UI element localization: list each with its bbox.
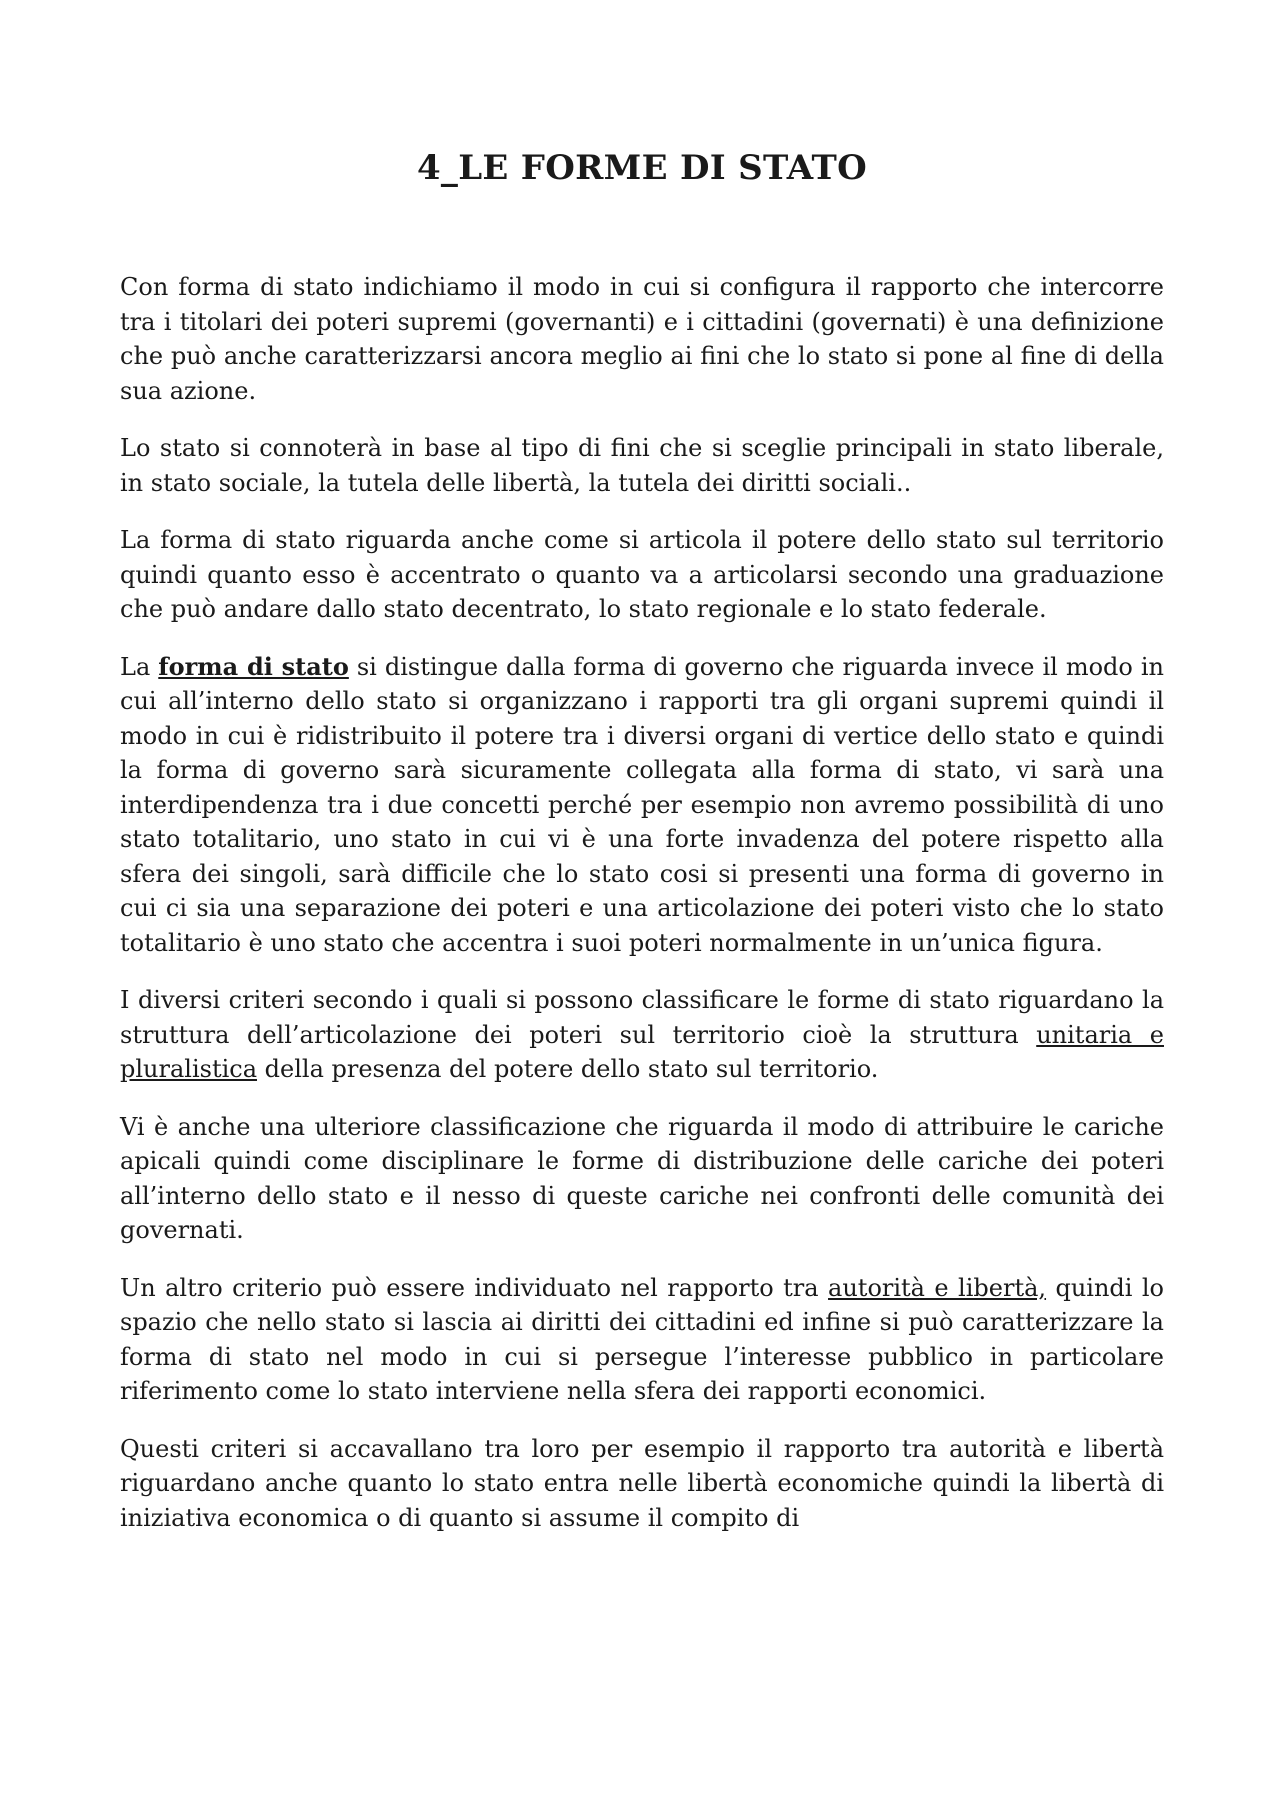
paragraph-5-lead: I diversi criteri secondo i quali si possono classificare le forme di stato riguardano la struttura dell’articolazione dei poteri sul territorio cioè la struttura — [120, 986, 1164, 1049]
paragraph-4-lead: La — [120, 652, 159, 681]
paragraph-6: Vi è anche una ulteriore classificazione che riguarda il modo di attribuire le cariche apicali quindi come disciplinare le forme di distribuzione delle cariche dei poteri all’interno dello stato e il nesso di queste cariche nei confronti delle comunità dei governati. — [120, 1112, 1164, 1244]
paragraph-4 — [120, 650, 1164, 961]
paragraph-2: Lo stato si connoterà in base al tipo di fini che si sceglie principali in stato liberale, in stato sociale, la tutela delle libertà, la tutela dei diritti sociali.. — [120, 434, 1164, 497]
paragraph-5 — [120, 983, 1164, 1087]
page-title: 4_LE FORME DI STATO — [416, 148, 868, 188]
paragraph-1: Con forma di stato indichiamo il modo in cui si configura il rapporto che intercorre tra i titolari dei poteri supremi (governanti) e i cittadini (governati) è una definizione che può anche caratterizzarsi ancora meglio ai fini che lo stato si pone al fine di della sua azione. — [120, 273, 1164, 405]
paragraph-5-underlined: unitaria e pluralistica — [120, 1020, 1164, 1083]
paragraph-7-body: quindi lo spazio che nello stato si lascia ai diritti dei cittadini ed infine si può caratterizzare la forma di stato nel modo in cui si persegue l’interesse pubblico in particolare riferimento come lo stato interviene nella sfera dei rapporti economici. — [120, 1273, 1165, 1405]
paragraph-7-lead: Un altro criterio può essere individuato nel rapporto tra — [120, 1273, 829, 1302]
paragraph-5-body: della presenza del potere dello stato sul territorio. — [257, 1055, 879, 1083]
paragraph-3: La forma di stato riguarda anche come si articola il potere dello stato sul territorio quindi quanto esso è accentrato o quanto va a articolarsi secondo una graduazione che può andare dallo stato decentrato, lo stato regionale e lo stato federale. — [120, 526, 1164, 623]
paragraph-7-underlined: autorità e libertà, — [828, 1273, 1047, 1302]
paragraph-8: Questi criteri si accavallano tra loro per esempio il rapporto tra autorità e libertà riguardano anche quanto lo stato entra nelle libertà economiche quindi la libertà di iniziativa economica o di quanto si assume il compito di — [120, 1434, 1164, 1532]
paragraph-4-emphasis: forma di stato — [158, 651, 349, 681]
paragraph-7 — [120, 1271, 1164, 1409]
paragraph-4-body: si distingue dalla forma di governo che riguarda invece il modo in cui all’interno dello stato si organizzano i rapporti tra gli organi supremi quindi il modo in cui è ridistribuito il potere tra i diversi organi di vertice dello stato e quindi la forma di governo sarà sicuramente collegata alla forma di stato, vi sarà una interdipendenza tra i due concetti perché per esempio non avremo possibilità di uno stato totalitario, uno stato in cui vi è una forte invadenza del potere rispetto alla sfera dei singoli, sarà difficile che lo stato cosi si presenti una forma di governo in cui ci sia una separazione dei poteri e una articolazione dei poteri visto che lo stato totalitario è uno stato che accentra i suoi poteri normalmente in un’unica figura. — [120, 652, 1165, 957]
